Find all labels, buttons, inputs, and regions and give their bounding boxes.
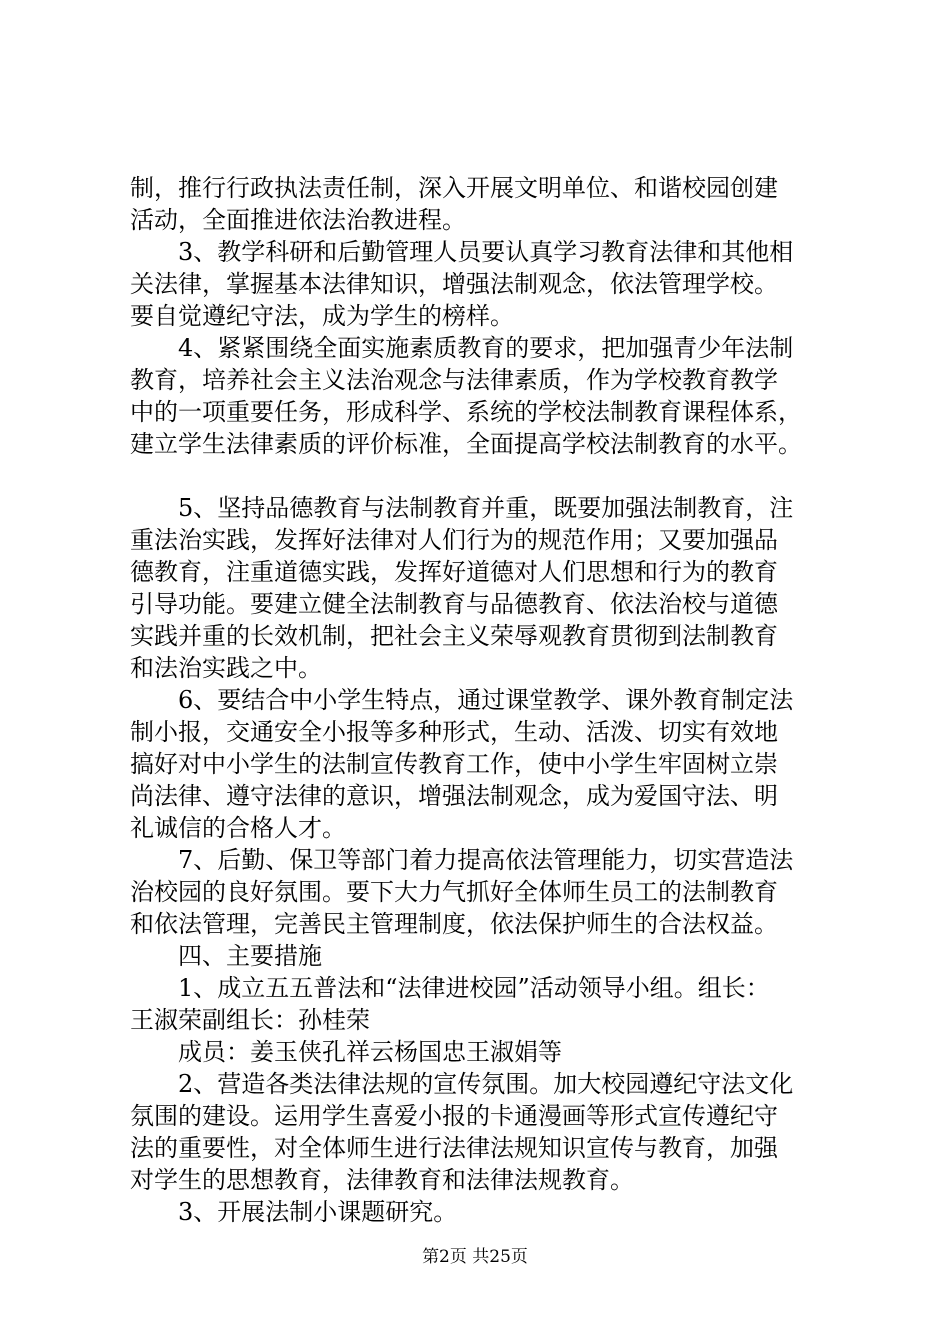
text-line: 四、主要措施 [178,942,322,970]
text-line: 德教育，注重道德实践，发挥好道德对人们思想和行为的教育 [130,558,778,586]
text-line: 6、要结合中小学生特点，通过课堂教学、课外教育制定法 [178,686,794,714]
text-line: 3、教学科研和后勤管理人员要认真学习教育法律和其他相 [178,238,794,266]
document-body [130,172,836,1228]
text-line: 重法治实践，发挥好法律对人们行为的规范作用；又要加强品 [130,526,778,554]
text-line: 成员：姜玉侠孔祥云杨国忠王淑娟等 [178,1038,562,1066]
text-line: 教育，培养社会主义法治观念与法律素质，作为学校教育教学 [130,366,778,394]
text-line: 7、后勤、保卫等部门着力提高依法管理能力，切实营造法 [178,846,794,874]
text-line: 氛围的建设。运用学生喜爱小报的卡通漫画等形式宣传遵纪守 [130,1102,778,1130]
text-line: 建立学生法律素质的评价标准，全面提高学校法制教育的水平。 [130,430,802,458]
text-line: 和依法管理，完善民主管理制度，依法保护师生的合法权益。 [130,910,778,938]
text-line: 和法治实践之中。 [130,654,322,682]
text-line: 礼诚信的合格人才。 [130,814,346,842]
text-line: 5、坚持品德教育与法制教育并重，既要加强法制教育，注 [178,494,794,522]
text-line: 实践并重的长效机制，把社会主义荣辱观教育贯彻到法制教育 [130,622,778,650]
text-line: 王淑荣副组长：孙桂荣 [130,1006,370,1034]
text-line: 要自觉遵纪守法，成为学生的榜样。 [130,302,514,330]
text-line: 尚法律、遵守法律的意识，增强法制观念，成为爱国守法、明 [130,782,778,810]
text-line: 4、紧紧围绕全面实施素质教育的要求，把加强青少年法制 [178,334,794,362]
text-line: 法的重要性，对全体师生进行法律法规知识宣传与教育，加强 [130,1134,778,1162]
page-footer: 第2页 共25页 [422,1247,528,1267]
text-line: 搞好对中小学生的法制宣传教育工作，使中小学生牢固树立崇 [130,750,778,778]
text-line: 治校园的良好氛围。要下大力气抓好全体师生员工的法制教育 [130,878,778,906]
text-line: 关法律，掌握基本法律知识，增强法制观念，依法管理学校。 [130,270,778,298]
text-line: 引导功能。要建立健全法制教育与品德教育、依法治校与道德 [130,590,778,618]
text-line: 3、开展法制小课题研究。 [178,1198,458,1226]
text-line: 中的一项重要任务，形成科学、系统的学校法制教育课程体系， [130,398,802,426]
text-line: 1、成立五五普法和“法律进校园”活动领导小组。组长： [178,974,770,1002]
text-line: 制，推行行政执法责任制，深入开展文明单位、和谐校园创建 [130,174,778,202]
text-line: 活动，全面推进依法治教进程。 [130,206,466,234]
text-line: 对学生的思想教育，法律教育和法律法规教育。 [130,1166,634,1194]
text-line: 制小报，交通安全小报等多种形式，生动、活泼、切实有效地 [130,718,778,746]
blank-line [130,460,836,492]
text-line: 2、营造各类法律法规的宣传氛围。加大校园遵纪守法文化 [178,1070,794,1098]
